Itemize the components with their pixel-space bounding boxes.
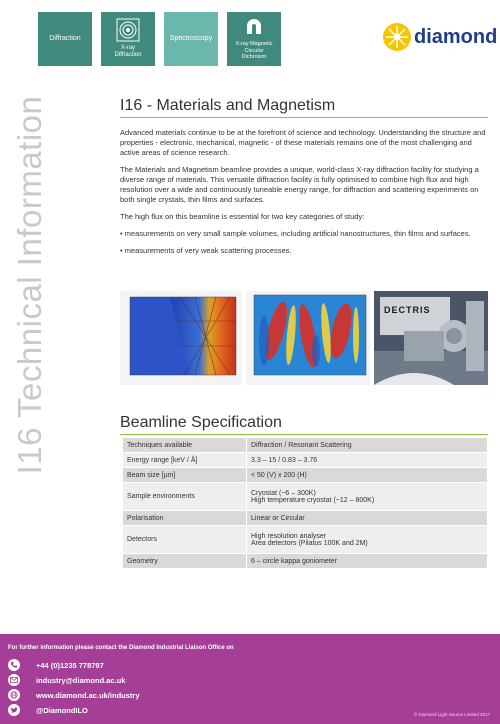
magnet-icon bbox=[244, 17, 264, 39]
spec-key: Sample environments bbox=[123, 483, 247, 511]
tile-xray-diffraction bbox=[101, 12, 155, 66]
tile-diffraction-label: Diffraction bbox=[49, 35, 81, 42]
spec-value: < 50 (V) x 200 (H) bbox=[247, 468, 488, 483]
spec-key: Techniques available bbox=[123, 438, 247, 453]
contact-footer bbox=[0, 634, 500, 724]
spec-table bbox=[122, 437, 488, 569]
contact-web-link[interactable]: www.diamond.ac.uk/industry bbox=[36, 690, 140, 700]
tile-spectroscopy-label: Spectroscopy bbox=[169, 35, 213, 42]
table-row bbox=[123, 483, 488, 511]
table-row bbox=[123, 438, 488, 453]
diamond-burst-icon bbox=[382, 22, 412, 52]
diamond-logo-text: diamond bbox=[414, 26, 498, 48]
bullet-1: • measurements on very small sample volumes, including artificial nanostructures, thin films and surfaces. bbox=[120, 229, 471, 238]
diamond-logo bbox=[382, 16, 498, 56]
contact-twitter-link[interactable]: @DiamondILO bbox=[36, 705, 88, 715]
tile-xmcd-label: X-ray Magnetic Circular Dichroism bbox=[235, 41, 273, 60]
tile-xray-diffraction-label: X-ray Diffraction bbox=[114, 45, 142, 58]
spec-divider bbox=[120, 434, 488, 435]
spec-key: Energy range [keV / Å] bbox=[123, 453, 247, 468]
footer-intro: For further information please contact the Diamond Industrial Liaison Office on bbox=[8, 645, 234, 651]
bullet-2: • measurements of very weak scattering processes. bbox=[120, 246, 292, 255]
beamline-photo bbox=[374, 291, 488, 385]
spec-value: 3.3 – 15 / 0.83 – 3.76 bbox=[247, 453, 488, 468]
spec-value: Diffraction / Resonant Scattering bbox=[247, 438, 488, 453]
mail-icon bbox=[8, 674, 20, 686]
contact-twitter-row bbox=[8, 703, 88, 717]
copyright-text: © Diamond Light Source Limited 2017 bbox=[413, 712, 490, 717]
spec-value bbox=[247, 526, 488, 554]
globe-icon bbox=[8, 689, 20, 701]
page-title: I16 - Materials and Magnetism bbox=[120, 97, 336, 114]
diffraction-rings-icon bbox=[116, 18, 140, 42]
spec-title: Beamline Specification bbox=[120, 414, 282, 431]
tile-spectroscopy bbox=[164, 12, 218, 66]
table-row bbox=[123, 511, 488, 526]
phone-icon bbox=[8, 659, 20, 671]
detector-brand: DECTRIS bbox=[384, 305, 431, 315]
spec-key: Detectors bbox=[123, 526, 247, 554]
table-row bbox=[123, 554, 488, 569]
table-row bbox=[123, 468, 488, 483]
spec-value: 6 – circle kappa goniometer bbox=[247, 554, 488, 569]
contact-email-link[interactable]: industry@diamond.ac.uk bbox=[36, 675, 126, 685]
intro-paragraph-3: The high flux on this beamline is essential for two key categories of study: bbox=[120, 212, 365, 221]
intro-paragraph-2: The Materials and Magnetism beamline provides a unique, world-class X-ray diffraction facility for studying a diverse range of materials. This versatile diffraction facility is fully optimised to combine high flux and high resolution over a wide and continuously tuneable energy range, for diffraction and scattering experiments on both single crystals, thin films and surfaces. bbox=[120, 165, 479, 204]
twitter-bird-icon bbox=[8, 704, 20, 716]
tile-xmcd bbox=[227, 12, 281, 66]
spec-value-line-1: High resolution analyser bbox=[251, 532, 327, 540]
scattering-map-image bbox=[246, 291, 370, 385]
diffraction-pattern-image bbox=[120, 291, 242, 385]
contact-email-row bbox=[8, 673, 125, 687]
spec-value-line-2: Area detectors (Pilatus 100K and 2M) bbox=[251, 539, 368, 547]
spec-value-line-1: Cryostat (~6 – 300K) bbox=[251, 489, 316, 497]
table-row bbox=[123, 453, 488, 468]
spec-key: Geometry bbox=[123, 554, 247, 569]
spec-key: Polarisation bbox=[123, 511, 247, 526]
table-row bbox=[123, 526, 488, 554]
intro-text bbox=[120, 128, 492, 263]
spec-value-line-2: High temperature cryostat (~12 – 800K) bbox=[251, 496, 375, 504]
intro-paragraph-1: Advanced materials continue to be at the forefront of science and technology. Understanding the structure and properties - electronic, mechanical, magnetic - of these materials remains one of the most challenging and active areas of science research. bbox=[120, 128, 486, 157]
sidebar-title bbox=[8, 90, 52, 480]
tile-diffraction bbox=[38, 12, 92, 66]
title-divider bbox=[120, 117, 488, 118]
contact-phone-row bbox=[8, 658, 104, 672]
spec-value bbox=[247, 483, 488, 511]
contact-phone: +44 (0)1235 778797 bbox=[36, 660, 104, 670]
contact-web-row bbox=[8, 688, 140, 702]
spec-value: Linear or Circular bbox=[247, 511, 488, 526]
spec-key: Beam size [µm] bbox=[123, 468, 247, 483]
sidebar-title-text: I16 Technical Information bbox=[11, 95, 48, 475]
